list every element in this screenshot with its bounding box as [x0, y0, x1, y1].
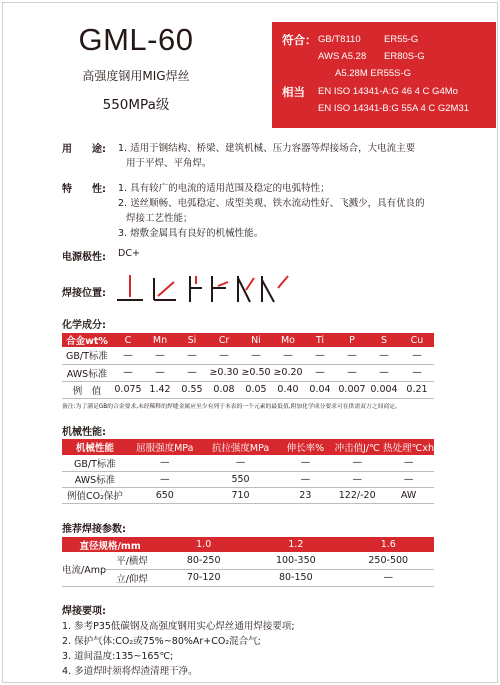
mech-header: 屈服强度MPa — [128, 439, 202, 455]
mech-header-row — [62, 439, 434, 455]
table-cell: — — [176, 364, 208, 381]
table-row — [62, 471, 434, 487]
table-cell: 23 — [279, 487, 331, 503]
table-cell: — — [342, 569, 434, 586]
params-header-row — [62, 537, 434, 552]
table-cell: — — [128, 471, 202, 487]
req-line-2: 2. 保护气体:CO₂或75%~80%Ar+CO₂混合气; — [62, 636, 261, 647]
req-title: 焊接要项: — [62, 606, 106, 617]
flat-position-icon — [117, 275, 143, 300]
table-cell: GB/T标准 — [62, 455, 128, 471]
mech-table — [62, 439, 434, 504]
overhead-position-icon — [262, 276, 288, 302]
std-aws-a: AWS A5.28 — [318, 51, 367, 62]
mech-header: 机械性能 — [62, 439, 128, 455]
flat-label: 平/横焊 — [106, 552, 158, 569]
table-cell: 0.04 — [304, 381, 336, 398]
table-cell: 1.42 — [144, 381, 176, 398]
table-cell: 0.40 — [272, 381, 304, 398]
table-cell: ≥0.30 — [208, 364, 240, 381]
standards-panel — [272, 22, 496, 128]
table-cell: 250-500 — [342, 552, 434, 569]
std-aws-a-class: ER80S-G — [384, 51, 425, 62]
equiv-label: 相当 — [282, 85, 305, 99]
welding-position-icons — [114, 272, 304, 308]
power-label: 电源极性: — [62, 252, 106, 263]
table-cell: — — [112, 347, 144, 364]
table-cell: — — [176, 347, 208, 364]
std-aws-b: A5.28M ER55S-G — [335, 68, 412, 79]
mech-header: 热处理℃xh — [383, 439, 434, 455]
table-cell: 80-150 — [249, 569, 342, 586]
spec-header: 直径规格/mm — [62, 537, 158, 552]
table-cell: GB/T标准 — [62, 347, 112, 364]
table-cell: — — [336, 364, 368, 381]
diameter-header: 1.2 — [249, 537, 342, 552]
table-cell: — — [128, 455, 202, 471]
table-cell: — — [144, 347, 176, 364]
table-row — [62, 455, 434, 471]
chem-table — [62, 333, 434, 399]
chem-header: P — [336, 333, 368, 347]
position-label: 焊接位置: — [62, 288, 106, 299]
product-strength: 550MPa级 — [102, 97, 170, 113]
table-cell: — — [208, 347, 240, 364]
std-en2: EN ISO 14341-B:G 55A 4 C G2M31 — [318, 103, 470, 114]
params-title: 推荐焊接参数: — [62, 524, 126, 535]
table-cell: 0.004 — [368, 381, 400, 398]
chem-header-row — [62, 333, 434, 347]
table-cell: — — [400, 347, 434, 364]
mech-header: 抗拉强度MPa — [202, 439, 280, 455]
table-cell: 0.21 — [400, 381, 434, 398]
product-subtitle: 高强度钢用MIG焊丝 — [82, 69, 190, 83]
table-cell: 例 值 — [62, 381, 112, 398]
conform-label: 符合： — [282, 33, 317, 47]
table-cell: — — [112, 364, 144, 381]
table-cell: AWS标准 — [62, 364, 112, 381]
features-label: 特 性: — [62, 184, 106, 195]
usage-label: 用 途: — [62, 144, 106, 155]
horizontal-fillet-icon — [154, 278, 176, 300]
product-header — [0, 0, 272, 128]
chem-header: C — [112, 333, 144, 347]
table-cell: 0.55 — [176, 381, 208, 398]
table-cell: — — [368, 364, 400, 381]
chem-header: Mn — [144, 333, 176, 347]
table-cell: 100-350 — [249, 552, 342, 569]
table-cell: 0.08 — [208, 381, 240, 398]
table-cell: 0.05 — [240, 381, 272, 398]
usage-line-1: 1. 适用于钢结构、桥梁、建筑机械、压力容器等焊接场合，大电流主要 — [118, 143, 416, 154]
table-cell: 例值CO₂保护 — [62, 487, 128, 503]
table-row — [62, 487, 434, 503]
vert-label: 立/仰焊 — [106, 569, 158, 586]
product-name: GML-60 — [78, 22, 194, 57]
current-label: 电流/Amp — [62, 552, 106, 586]
features-line-4: 3. 熔敷金属具有良好的机械性能。 — [118, 228, 264, 239]
chem-header: S — [368, 333, 400, 347]
table-cell: AWS标准 — [62, 471, 128, 487]
chem-header: Cu — [400, 333, 434, 347]
table-cell: — — [331, 471, 383, 487]
vertical-position-icon — [190, 276, 202, 302]
table-cell: — — [331, 455, 383, 471]
features-line-3: 焊接工艺性能； — [126, 213, 193, 224]
table-cell: 70-120 — [158, 569, 249, 586]
table-cell: — — [304, 347, 336, 364]
table-cell: 710 — [202, 487, 280, 503]
table-row — [62, 569, 434, 586]
req-line-3: 3. 道间温度:135~165℃; — [62, 651, 174, 662]
chem-title: 化学成分: — [62, 320, 106, 331]
req-line-4: 4. 多道焊时须将焊渣清理干净。 — [62, 666, 198, 677]
table-cell: ≥0.20 — [272, 364, 304, 381]
table-cell: — — [279, 455, 331, 471]
req-line-1: 1. 参考P35低碳钢及高强度钢用实心焊丝通用焊接要项; — [62, 621, 295, 632]
table-row — [62, 364, 434, 381]
table-cell: — — [368, 347, 400, 364]
params-table — [62, 537, 434, 587]
diameter-header: 1.6 — [342, 537, 434, 552]
chem-header: Cr — [208, 333, 240, 347]
table-cell: 550 — [202, 471, 280, 487]
table-cell: — — [304, 364, 336, 381]
table-row — [62, 381, 434, 398]
table-cell: — — [144, 364, 176, 381]
mech-header: 冲击值J/℃ — [331, 439, 383, 455]
table-cell: AW — [383, 487, 434, 503]
table-cell: 0.075 — [112, 381, 144, 398]
usage-line-2: 用于平焊、平角焊。 — [126, 158, 212, 169]
table-cell: — — [202, 455, 280, 471]
chem-header: Mo — [272, 333, 304, 347]
table-cell: 122/-20 — [331, 487, 383, 503]
table-cell: 650 — [128, 487, 202, 503]
table-cell: — — [279, 471, 331, 487]
table-cell: — — [240, 347, 272, 364]
diameter-header: 1.0 — [158, 537, 249, 552]
table-cell: — — [383, 471, 434, 487]
features-line-1: 1. 具有较广的电流的适用范围及稳定的电弧特性； — [118, 183, 330, 194]
std-en1: EN ISO 14341-A:G 46 4 C G4Mo — [318, 86, 458, 97]
chem-header: Ti — [304, 333, 336, 347]
chem-header: Si — [176, 333, 208, 347]
table-row — [62, 347, 434, 364]
horizontal-position-icon — [212, 276, 228, 302]
table-cell: ≥0.50 — [240, 364, 272, 381]
table-cell: — — [272, 347, 304, 364]
chem-note: 备注:为了满足GB的合金要求,未经稀释的焊缝金属应至少有列于本表的一个元素的最低值,附加化学成分要求可在供需双方之间商定。 — [62, 404, 401, 410]
table-cell: 80-250 — [158, 552, 249, 569]
mech-title: 机械性能: — [62, 427, 106, 438]
vertical-fillet-icon — [238, 276, 254, 302]
chem-header: 合金wt% — [62, 333, 112, 347]
power-value: DC+ — [118, 248, 140, 259]
table-cell: — — [336, 347, 368, 364]
std-gb: GB/T8110 — [318, 34, 361, 45]
table-cell: 0.007 — [336, 381, 368, 398]
table-row — [62, 552, 434, 569]
features-line-2: 2. 送丝顺畅、电弧稳定、成型美观、铁水流动性好、飞溅少，具有优良的 — [118, 198, 425, 209]
table-cell: — — [400, 364, 434, 381]
mech-header: 伸长率% — [279, 439, 331, 455]
chem-header: Ni — [240, 333, 272, 347]
table-cell: — — [383, 455, 434, 471]
std-gb-class: ER55-G — [384, 34, 419, 45]
